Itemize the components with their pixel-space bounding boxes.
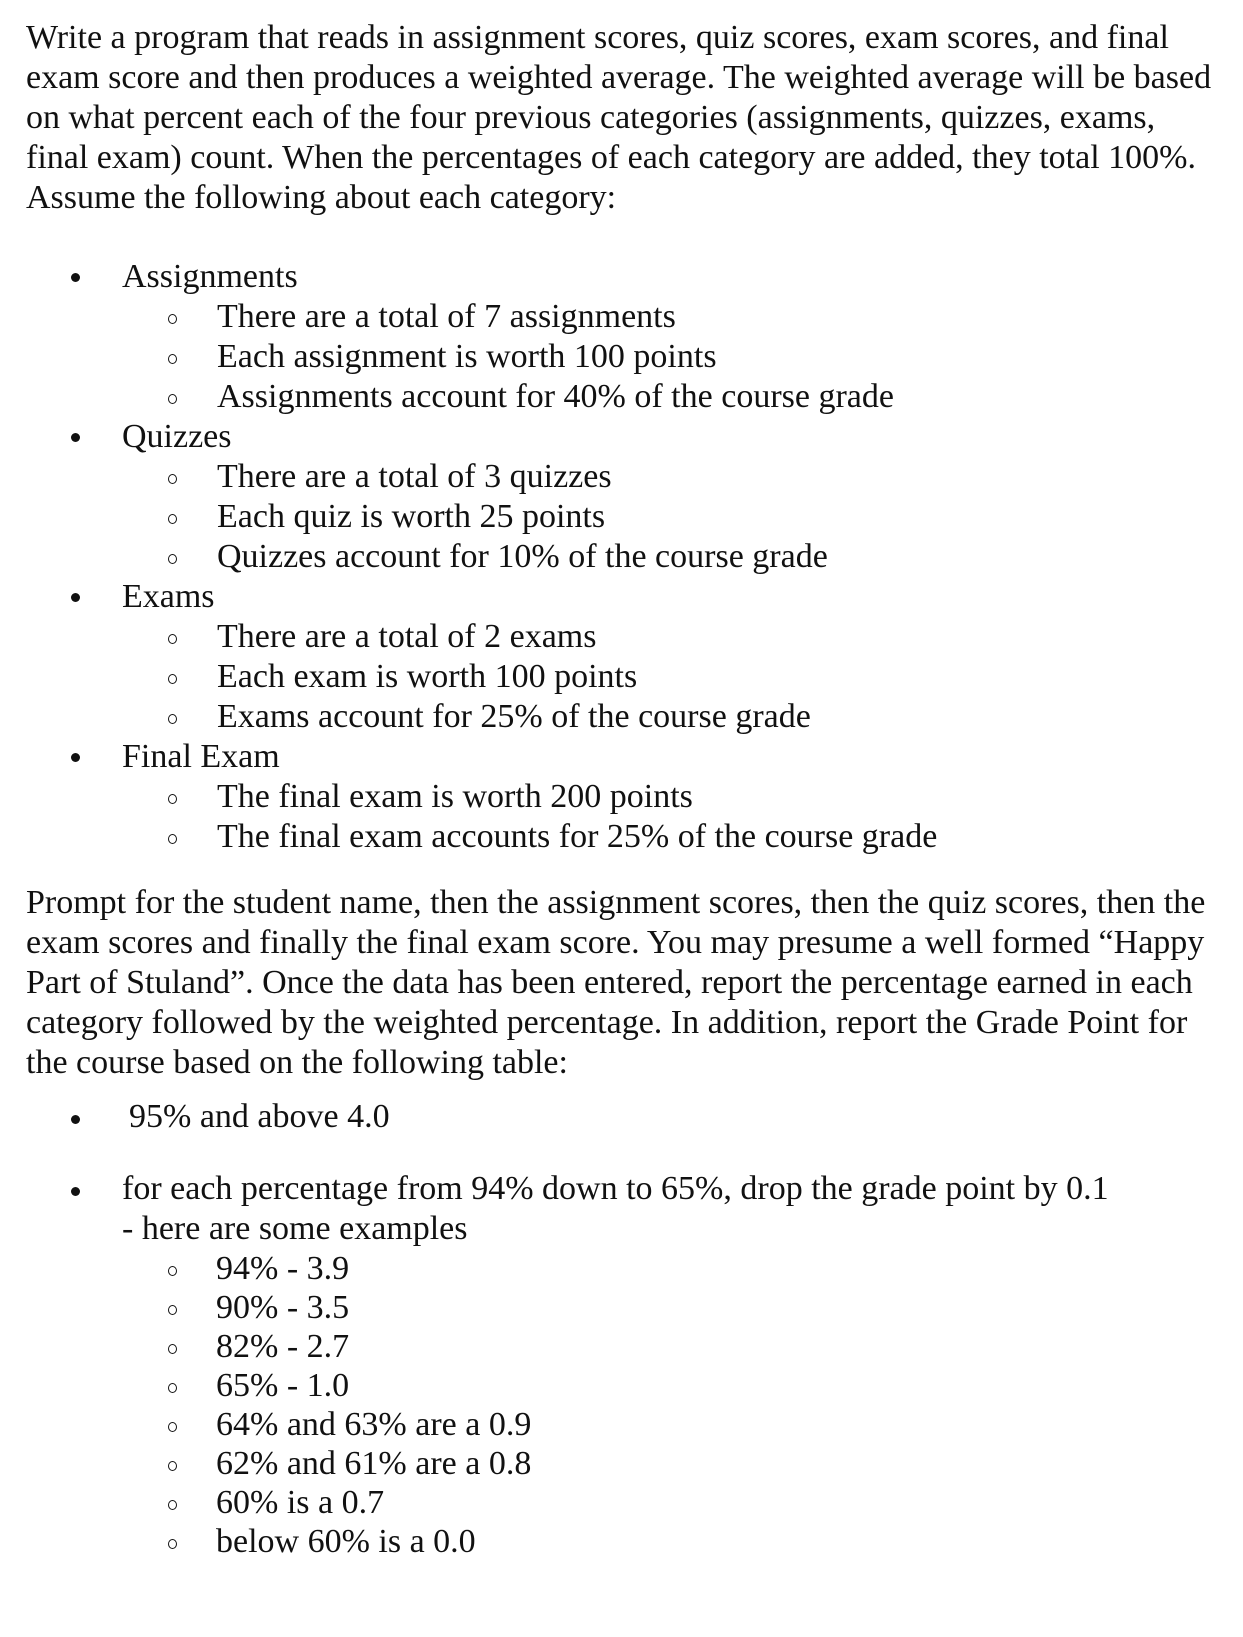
bullet-circle-icon	[168, 634, 177, 644]
bullet-circle-icon	[168, 354, 177, 364]
grade-example: 90% - 3.5	[0, 1288, 1243, 1327]
bullet-circle-icon	[168, 1266, 177, 1276]
grade-examples-list	[0, 1249, 1243, 1561]
bullet-circle-icon	[168, 1500, 177, 1510]
category-detail: Each assignment is worth 100 points	[0, 337, 1243, 377]
grade-example: 94% - 3.9	[0, 1249, 1243, 1288]
bullet-circle-icon	[168, 514, 177, 524]
prompt-paragraph: Prompt for the student name, then the assignment scores, then the quiz scores, then the exam scores and finally the final exam score. You may presume a well formed “Happy Part of Stuland”. Once the data has been entered, report the percentage earned in each category followed by the weighted percentage. In addition, report the Grade Point for the course based on the following table:	[26, 884, 1206, 1081]
grade-example: below 60% is a 0.0	[0, 1522, 1243, 1561]
bullet-circle-icon	[168, 1383, 177, 1393]
category-detail: Assignments account for 40% of the course grade	[0, 377, 1243, 417]
bullet-circle-icon	[168, 1344, 177, 1354]
bullet-circle-icon	[168, 314, 177, 324]
category-quizzes	[0, 417, 1243, 577]
bullet-dot-icon	[71, 753, 80, 762]
grade-example: 82% - 2.7	[0, 1327, 1243, 1366]
category-final-exam	[0, 737, 1243, 857]
category-name: Final Exam	[122, 738, 280, 775]
category-exams	[0, 577, 1243, 737]
bullet-circle-icon	[168, 474, 177, 484]
bullet-dot-icon	[71, 1115, 80, 1124]
category-detail: There are a total of 3 quizzes	[0, 457, 1243, 497]
grade-example: 65% - 1.0	[0, 1366, 1243, 1405]
category-list	[0, 257, 1243, 857]
category-name: Exams	[122, 578, 215, 615]
category-detail: Exams account for 25% of the course grade	[0, 697, 1243, 737]
grade-rule-text: for each percentage from 94% down to 65%, drop the grade point by 0.1 - here are some examples	[122, 1170, 1109, 1247]
bullet-circle-icon	[168, 794, 177, 804]
intro-paragraph: Write a program that reads in assignment scores, quiz scores, exam scores, and final exam score and then produces a weighted average. The weighted average will be based on what percent each of the four previous categories (assignments, quizzes, exams, final exam) count. When the percentages of each category are added, they total 100%. Assume the following about each category:	[26, 19, 1212, 216]
bullet-circle-icon	[168, 1539, 177, 1549]
grade-example: 62% and 61% are a 0.8	[0, 1444, 1243, 1483]
bullet-circle-icon	[168, 394, 177, 404]
grade-example: 64% and 63% are a 0.9	[0, 1405, 1243, 1444]
category-name: Assignments	[122, 258, 298, 295]
grade-top-text: 95% and above 4.0	[129, 1098, 390, 1135]
bullet-circle-icon	[168, 554, 177, 564]
bullet-circle-icon	[168, 1305, 177, 1315]
grade-top-item	[0, 1097, 1243, 1137]
bullet-circle-icon	[168, 1461, 177, 1471]
grade-rule-item	[0, 1169, 1243, 1561]
category-assignments	[0, 257, 1243, 417]
category-detail: The final exam accounts for 25% of the course grade	[0, 817, 1243, 857]
category-detail: Quizzes account for 10% of the course grade	[0, 537, 1243, 577]
bullet-dot-icon	[71, 593, 80, 602]
bullet-circle-icon	[168, 674, 177, 684]
bullet-circle-icon	[168, 714, 177, 724]
bullet-circle-icon	[168, 1422, 177, 1432]
grade-example: 60% is a 0.7	[0, 1483, 1243, 1522]
bullet-dot-icon	[71, 273, 80, 282]
bullet-dot-icon	[71, 433, 80, 442]
category-detail: Each exam is worth 100 points	[0, 657, 1243, 697]
category-name: Quizzes	[122, 418, 232, 455]
category-detail: There are a total of 7 assignments	[0, 297, 1243, 337]
category-detail: There are a total of 2 exams	[0, 617, 1243, 657]
category-detail: The final exam is worth 200 points	[0, 777, 1243, 817]
category-detail: Each quiz is worth 25 points	[0, 497, 1243, 537]
bullet-dot-icon	[71, 1187, 80, 1196]
bullet-circle-icon	[168, 834, 177, 844]
